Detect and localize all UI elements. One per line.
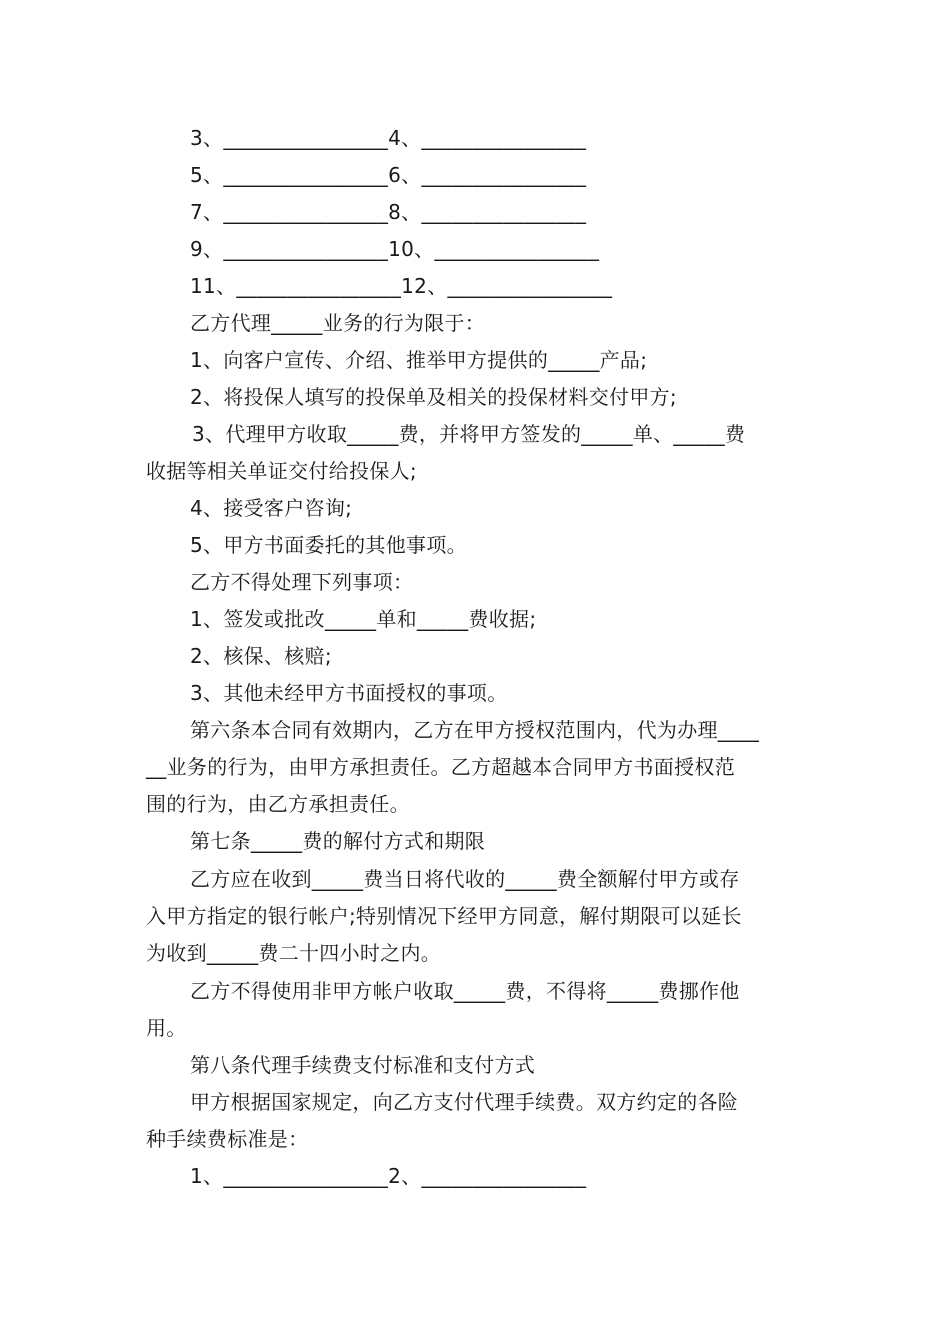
list-item-scope-1: 1、向客户宣传、介绍、推举甲方提供的_____产品; (190, 348, 648, 372)
list-item-prohibited-1: 1、签发或批改_____单和_____费收据; (190, 607, 537, 631)
list-item-scope-3-continued: 收据等相关单证交付给投保人; (146, 459, 417, 483)
blank-item-7-8: 7、________________8、________________ (190, 200, 587, 224)
article-8-heading: 第八条代理手续费支付标准和支付方式 (190, 1053, 536, 1077)
article-7-para-2-line-1: 乙方不得使用非甲方帐户收取_____费，不得将_____费挪作他 (190, 979, 740, 1003)
list-item-prohibited-2: 2、核保、核赔; (190, 644, 332, 668)
article-8-para-line-1: 甲方根据国家规定，向乙方支付代理手续费。双方约定的各险 (190, 1090, 739, 1114)
article-6-line-3: 围的行为，由乙方承担责任。 (146, 792, 410, 816)
paragraph-prohibited: 乙方不得处理下列事项： (190, 570, 414, 594)
blank-item-3-4: 3、________________4、________________ (190, 126, 587, 150)
article-6-line-1: 第六条本合同有效期内，乙方在甲方授权范围内，代为办理____ (190, 718, 759, 742)
list-item-scope-5: 5、甲方书面委托的其他事项。 (190, 533, 467, 557)
paragraph-agency-scope: 乙方代理_____业务的行为限于： (190, 311, 486, 335)
list-item-scope-2: 2、将投保人填写的投保单及相关的投保材料交付甲方; (190, 385, 677, 409)
article-7-para-1-line-1: 乙方应在收到_____费当日将代收的_____费全额解付甲方或存 (190, 867, 740, 891)
blank-item-5-6: 5、________________6、________________ (190, 163, 587, 187)
article-6-line-2: __业务的行为，由甲方承担责任。乙方超越本合同甲方书面授权范 (146, 755, 735, 779)
article-7-para-1-line-2: 入甲方指定的银行帐户;特别情况下经甲方同意，解付期限可以延长 (146, 904, 742, 928)
article-7-para-2-line-2: 用。 (146, 1016, 187, 1040)
list-item-scope-3: 3、代理甲方收取_____费，并将甲方签发的_____单、_____费 (192, 422, 746, 446)
blank-item-11-12: 11、________________12、________________ (190, 274, 613, 298)
article-8-para-line-2: 种手续费标准是： (146, 1127, 309, 1151)
list-item-prohibited-3: 3、其他未经甲方书面授权的事项。 (190, 681, 508, 705)
blank-item-fee-1-2: 1、________________2、________________ (190, 1164, 587, 1188)
blank-item-9-10: 9、________________10、________________ (190, 237, 600, 261)
article-7-heading: 第七条_____费的解付方式和期限 (190, 829, 486, 853)
list-item-scope-4: 4、接受客户咨询; (190, 496, 353, 520)
article-7-para-1-line-3: 为收到_____费二十四小时之内。 (146, 941, 442, 965)
